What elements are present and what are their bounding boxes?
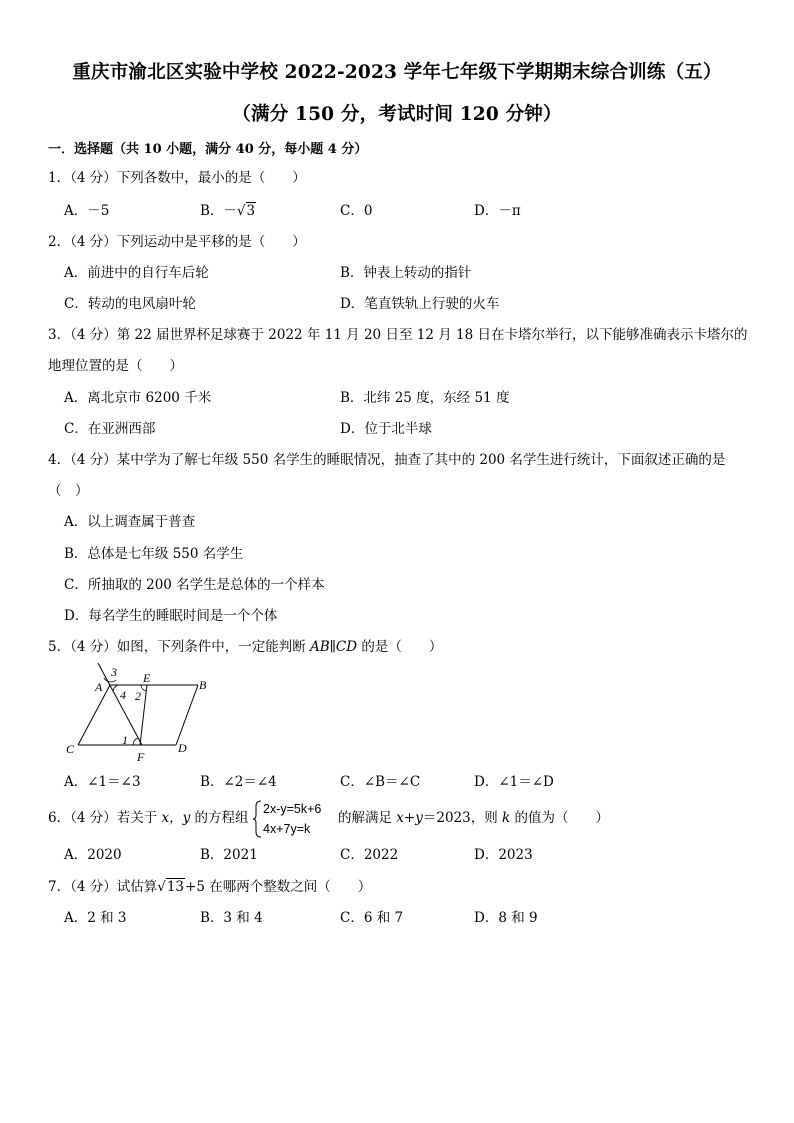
q6-stem-part6: ＝2023，则 [422, 810, 503, 826]
q6-stem-part7: k [502, 810, 511, 826]
q6-stem-part1: 6．（4 分）若关于 [48, 810, 162, 826]
label-3: 3 [111, 665, 117, 679]
q6-equation-1: 2x-y=5k+6 [263, 802, 322, 816]
q1-option-b [200, 201, 256, 221]
exam-subtitle: （满分 150 分，考试时间 120 分钟） [232, 104, 562, 125]
angle-1-arc [133, 738, 138, 745]
q5-stem-part3: 的是（ ） [357, 639, 443, 655]
q1-option-b-prefix: B．－ [200, 203, 237, 219]
question-6-stem-a [48, 808, 249, 828]
q7-sqrt-radicand: 13 [166, 879, 185, 895]
q1-option-d: D．－π [474, 203, 521, 219]
sqrt-symbol: √3 [236, 203, 256, 219]
q2-option-c: C．转动的电风扇叶轮 [64, 296, 196, 312]
q5-option-a: A．∠1＝∠3 [64, 774, 141, 790]
line-ca [78, 685, 110, 745]
q6-stem-part4: 的解满足 [338, 810, 397, 826]
label-a: A [95, 680, 103, 694]
q5-option-d: D．∠1＝∠D [474, 774, 554, 790]
q5-option-b: B．∠2＝∠4 [200, 774, 277, 790]
label-d: D [178, 741, 187, 755]
q7-option-c: C．6 和 7 [340, 910, 404, 926]
q4-option-a: A．以上调查属于普查 [64, 514, 196, 530]
q6-option-b: B．2021 [200, 847, 258, 863]
line-ef [140, 685, 147, 745]
q3-option-d: D．位于北半球 [340, 421, 432, 437]
label-e: E [143, 671, 151, 685]
angle-2-arc [141, 685, 146, 691]
q2-option-b: B．钟表上转动的指针 [340, 265, 472, 281]
q6-option-a: A．2020 [64, 847, 122, 863]
q6-stem-part8: 的值为（ ） [510, 810, 609, 826]
q5-stem-part2: AB∥CD [310, 639, 358, 655]
label-4: 4 [120, 688, 126, 702]
q2-option-d: D．笔直铁轨上行驶的火车 [340, 296, 500, 312]
q2-option-a: A．前进中的自行车后轮 [64, 265, 209, 281]
label-2: 2 [135, 689, 141, 703]
exam-title: 重庆市渝北区实验中学校 2022-2023 学年七年级下学期期末综合训练（五） [72, 62, 722, 83]
q6-stem-part3: 的方程组 [190, 810, 249, 826]
q3-option-b: B．北纬 25 度，东经 51 度 [340, 390, 510, 406]
label-c: C [66, 742, 75, 756]
q7-stem-part1: 7．（4 分）试估算 [48, 879, 158, 895]
q5-geometry-figure [60, 660, 220, 770]
q7-stem-part2: +5 在哪两个整数之间（ ） [185, 879, 372, 895]
q6-equation-2: 4x+7y=k [263, 822, 311, 836]
question-7-stem [48, 877, 371, 897]
section-heading: 一．选择题（共 10 小题，满分 40 分，每小题 4 分） [48, 142, 368, 157]
q6-stem-part2: x，y [161, 810, 191, 826]
q1-sqrt-radicand: 3 [246, 203, 256, 219]
q1-option-c: C．0 [340, 203, 373, 219]
q7-option-a: A．2 和 3 [64, 910, 127, 926]
q4-option-d: D．每名学生的睡眠时间是一个个体 [64, 608, 278, 624]
q4-option-b: B．总体是七年级 550 名学生 [64, 546, 244, 562]
q7-option-d: D．8 和 9 [474, 910, 538, 926]
question-1-stem: 1．（4 分）下列各数中，最小的是（ ） [48, 170, 306, 186]
q4-option-c: C．所抽取的 200 名学生是总体的一个样本 [64, 577, 325, 593]
question-2-stem: 2．（4 分）下列运动中是平移的是（ ） [48, 234, 306, 250]
q6-option-d: D．2023 [474, 847, 533, 863]
q6-option-c: C．2022 [340, 847, 399, 863]
question-3-stem: 3．（4 分）第 22 届世界杯足球赛于 2022 年 11 月 20 日至 12 月 18 日在卡塔尔举行，以下能够准确表示卡塔尔的地理位置的是（ ） [48, 327, 748, 374]
label-1: 1 [122, 733, 128, 747]
q5-option-c: C．∠B＝∠C [340, 774, 421, 790]
label-b: B [199, 678, 207, 692]
sqrt-symbol: √13 [157, 879, 185, 895]
line-bd [176, 685, 198, 745]
question-5-stem [48, 637, 442, 657]
line-af [98, 663, 142, 745]
question-4-stem: 4．（4 分）某中学为了解七年级 550 名学生的睡眠情况，抽查了其中的 200 名学生进行统计，下面叙述正确的是（ ） [48, 452, 726, 499]
q1-option-a: A．－5 [64, 203, 110, 219]
q6-system-brace [252, 800, 262, 838]
q3-option-a: A．离北京市 6200 千米 [64, 390, 212, 406]
q7-option-b: B．3 和 4 [200, 910, 263, 926]
q6-stem-part5: x+y [396, 810, 423, 826]
question-6-stem-b [338, 808, 609, 828]
angle-4-arc [113, 685, 118, 692]
label-f: F [137, 750, 145, 764]
q3-option-c: C．在亚洲西部 [64, 421, 156, 437]
q5-stem-part1: 5．（4 分）如图，下列条件中，一定能判断 [48, 639, 311, 655]
